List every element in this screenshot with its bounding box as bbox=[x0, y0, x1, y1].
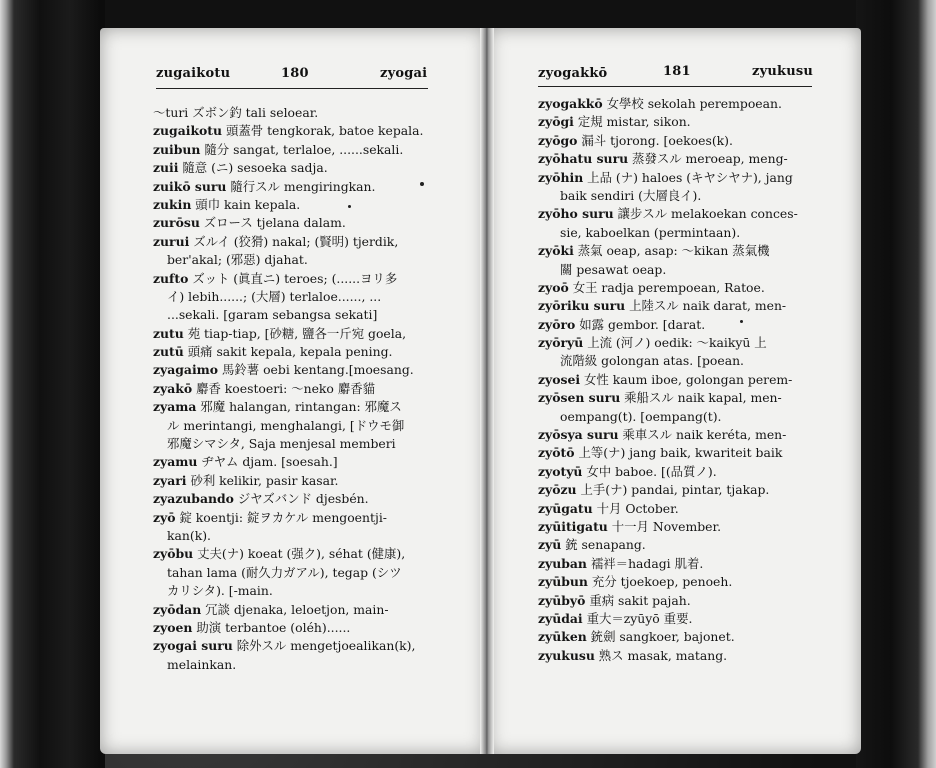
dictionary-entry bbox=[153, 122, 423, 140]
entry-headword: zyōzu bbox=[538, 482, 577, 498]
entry-definition: 女中 baboe. [(品質ノ). bbox=[582, 463, 717, 479]
dictionary-entry bbox=[538, 481, 798, 499]
entry-definition: 上手(ナ) pandai, pintar, tjakap. bbox=[576, 482, 770, 498]
entry-headword: zyoō bbox=[538, 279, 569, 295]
entry-definition: 乘車スル naik keréta, men- bbox=[618, 427, 787, 443]
entry-headword: zyō bbox=[153, 509, 176, 525]
entry-definition: 銃 senapang. bbox=[561, 537, 646, 553]
dictionary-entry bbox=[538, 426, 798, 444]
entry-headword: zyōgi bbox=[538, 114, 574, 130]
dictionary-entry bbox=[153, 453, 423, 471]
entry-definition: 重大＝zyūyō 重要. bbox=[582, 610, 693, 626]
entry-definition: 女王 radja perempoean, Ratoe. bbox=[568, 279, 765, 295]
book-edge-right bbox=[856, 0, 936, 768]
entry-definition: oempang(t). [oempang(t). bbox=[560, 408, 722, 424]
dictionary-entry bbox=[153, 141, 423, 159]
entry-definition: 十一月 November. bbox=[607, 518, 722, 534]
entry-definition: ズット (眞直ニ) teroes; (......ヨリ多 bbox=[188, 270, 398, 286]
dictionary-entry bbox=[153, 656, 423, 674]
entry-definition: 邪魔 halangan, rintangan: 邪魔ス bbox=[196, 399, 402, 415]
entry-headword: zyukusu bbox=[538, 647, 595, 663]
dictionary-entry bbox=[153, 214, 423, 232]
entry-definition: 關 pesawat oeap. bbox=[560, 261, 667, 277]
dictionary-entry bbox=[153, 104, 423, 122]
dictionary-entry bbox=[153, 343, 423, 361]
entry-headword: zyōryū bbox=[538, 335, 584, 351]
dictionary-entry bbox=[538, 261, 798, 279]
dictionary-entry bbox=[538, 536, 798, 554]
entry-definition: tahan lama (耐久力ガアル), tegap (シツ bbox=[167, 564, 402, 580]
right-header-rule bbox=[538, 86, 812, 87]
entry-definition: ジヤズバンド djesbén. bbox=[233, 491, 369, 507]
entry-definition: 隨分 sangat, terlaloe, ......sekali. bbox=[200, 141, 404, 157]
entry-headword: zyogakkō bbox=[538, 96, 603, 111]
entry-definition: 馬鈴薯 oebi kentang.[moesang. bbox=[218, 362, 414, 378]
entry-headword: zyōhatu suru bbox=[538, 151, 629, 167]
dictionary-entry bbox=[538, 169, 798, 187]
right-header-last-word: zyukusu bbox=[752, 64, 814, 79]
dictionary-entry bbox=[538, 95, 798, 113]
entry-definition: ～turi ズボン釣 tali seloear. bbox=[153, 105, 319, 120]
dictionary-entry bbox=[538, 334, 798, 352]
left-header-last-word: zyogai bbox=[380, 66, 428, 81]
dictionary-entry bbox=[153, 178, 423, 196]
left-page-number: 180 bbox=[281, 66, 309, 81]
entry-headword: zyūken bbox=[538, 629, 587, 645]
entry-definition: 充分 tjoekoep, penoeh. bbox=[587, 574, 733, 590]
dictionary-entry bbox=[153, 270, 423, 288]
entry-headword: zyōho suru bbox=[538, 206, 614, 222]
entry-definition: 隨意 (ニ) sesoeka sadja. bbox=[178, 160, 328, 176]
entry-definition: baik sendiri (大層良イ). bbox=[560, 187, 702, 203]
entry-definition: 襦袢＝hadagi 肌着. bbox=[586, 555, 704, 571]
entry-definition: ...sekali. [garam sebangsa sekati] bbox=[167, 307, 378, 323]
dictionary-entry bbox=[153, 233, 423, 251]
entry-definition: 上品 (ナ) haloes (キヤシヤナ), jang bbox=[583, 169, 793, 185]
entry-definition: 頭蓋骨 tengkorak, batoe kepala. bbox=[222, 123, 424, 139]
entry-headword: zyōdan bbox=[153, 601, 202, 617]
entry-headword: zuikō suru bbox=[153, 178, 227, 194]
entry-headword: zyūitigatu bbox=[538, 518, 608, 534]
entry-headword: zurōsu bbox=[153, 215, 200, 231]
entry-definition: 頭巾 kain kepala. bbox=[191, 196, 301, 212]
dictionary-entry bbox=[538, 187, 798, 205]
dictionary-entry bbox=[538, 352, 798, 370]
dictionary-entry bbox=[538, 408, 798, 426]
dictionary-entry bbox=[153, 251, 423, 269]
dictionary-entry bbox=[153, 325, 423, 343]
entry-headword: zyōbu bbox=[153, 546, 194, 562]
entry-headword: zyōtō bbox=[538, 445, 575, 461]
entry-definition: 助演 terbantoe (oléh)...... bbox=[192, 619, 351, 635]
dictionary-entry bbox=[153, 509, 423, 527]
print-speck bbox=[348, 205, 351, 208]
dictionary-entry bbox=[538, 444, 798, 462]
entry-definition: kan(k). bbox=[167, 527, 211, 543]
entry-headword: zyūbun bbox=[538, 574, 588, 590]
dictionary-entry bbox=[153, 361, 423, 379]
entry-headword: zufto bbox=[153, 270, 189, 286]
entry-definition: 上流 (河ノ) oedik: ～kaikyū 上 bbox=[583, 335, 767, 351]
entry-definition: 錠 koentji: 錠ヲカケル mengoentji- bbox=[175, 509, 387, 525]
dictionary-entry bbox=[153, 417, 423, 435]
entry-definition: 蒸氣 oeap, asap: ～kikan 蒸氣機 bbox=[573, 243, 770, 259]
dictionary-entry bbox=[538, 389, 798, 407]
entry-headword: zuii bbox=[153, 160, 179, 176]
entry-definition: ヂヤム djam. [soesah.] bbox=[197, 454, 338, 470]
entry-definition: 定規 mistar, sikon. bbox=[573, 114, 691, 130]
entry-headword: zyūgatu bbox=[538, 500, 593, 516]
entry-definition: ber'akal; (邪惡) djahat. bbox=[167, 252, 308, 268]
dictionary-entry bbox=[538, 316, 798, 334]
entry-definition: 如露 gembor. [darat. bbox=[575, 316, 706, 332]
entry-definition: ズルイ (狡猾) nakal; (賢明) tjerdik, bbox=[189, 233, 399, 249]
dictionary-entry bbox=[153, 527, 423, 545]
right-header-first-word: zyogakkō bbox=[538, 66, 608, 81]
dictionary-entry bbox=[153, 619, 423, 637]
entry-headword: zukin bbox=[153, 196, 192, 212]
entry-headword: zurui bbox=[153, 233, 190, 249]
entry-definition: カリシタ). [-main. bbox=[167, 583, 273, 599]
left-header-rule bbox=[156, 88, 428, 89]
entry-definition: 銃劍 sangkoer, bajonet. bbox=[586, 629, 735, 645]
right-page-number: 181 bbox=[663, 64, 691, 79]
dictionary-entry bbox=[153, 490, 423, 508]
entry-headword: zyōgo bbox=[538, 132, 578, 148]
entry-headword: zyari bbox=[153, 472, 187, 488]
dictionary-entry bbox=[538, 463, 798, 481]
dictionary-entry bbox=[538, 610, 798, 628]
entry-definition: 丈夫(ナ) koeat (强ク), séhat (健康), bbox=[193, 546, 406, 562]
dictionary-entry bbox=[538, 297, 798, 315]
dictionary-entry bbox=[153, 435, 423, 453]
entry-headword: zutu bbox=[153, 325, 184, 341]
dictionary-entry bbox=[153, 545, 423, 563]
entry-definition: 女性 kaum iboe, golongan perem- bbox=[580, 371, 793, 387]
entry-headword: zyamu bbox=[153, 454, 198, 470]
entry-definition: 邪魔シマシタ, Saja menjesal memberi bbox=[167, 436, 396, 452]
dictionary-entry bbox=[153, 637, 423, 655]
dictionary-entry bbox=[153, 601, 423, 619]
dictionary-entry bbox=[538, 150, 798, 168]
entry-definition: 女學校 sekolah perempoean. bbox=[602, 96, 782, 111]
left-dictionary-entries bbox=[153, 104, 423, 674]
print-speck bbox=[420, 182, 424, 186]
dictionary-entry bbox=[538, 628, 798, 646]
dictionary-entry bbox=[153, 380, 423, 398]
entry-headword: zyogai suru bbox=[153, 638, 233, 654]
entry-headword: zyotyū bbox=[538, 463, 583, 479]
dictionary-entry bbox=[538, 592, 798, 610]
dictionary-entry bbox=[538, 500, 798, 518]
entry-headword: zyazubando bbox=[153, 491, 234, 507]
dictionary-entry bbox=[538, 573, 798, 591]
entry-definition: 苑 tiap-tiap, [砂糖, 鹽各一斤宛 goela, bbox=[183, 325, 407, 341]
entry-headword: zyosei bbox=[538, 371, 581, 387]
entry-definition: 乘船スル naik kapal, men- bbox=[620, 390, 782, 406]
dictionary-entry bbox=[538, 242, 798, 260]
entry-definition: 除外スル mengetjoealikan(k), bbox=[232, 638, 416, 654]
dictionary-entry bbox=[153, 582, 423, 600]
dictionary-entry bbox=[538, 205, 798, 223]
entry-headword: zyōriku suru bbox=[538, 298, 626, 314]
book-gutter bbox=[480, 28, 494, 754]
dictionary-entry bbox=[538, 224, 798, 242]
entry-headword: zutū bbox=[153, 344, 184, 360]
dictionary-entry bbox=[153, 564, 423, 582]
entry-headword: zyūbyō bbox=[538, 592, 586, 608]
entry-definition: イ) lebih......; (大層) terlaloe......, ... bbox=[167, 288, 382, 304]
dictionary-entry bbox=[538, 518, 798, 536]
dictionary-entry bbox=[538, 279, 798, 297]
entry-definition: melainkan. bbox=[167, 656, 237, 672]
entry-definition: 頭痛 sakit kepala, kepala pening. bbox=[183, 344, 393, 360]
entry-definition: 蒸發スル meroeap, meng- bbox=[628, 151, 788, 167]
entry-headword: zyuban bbox=[538, 555, 587, 571]
entry-definition: 流階級 golongan atas. [poean. bbox=[560, 353, 744, 369]
entry-headword: zyōro bbox=[538, 316, 576, 332]
entry-definition: 麝香 koestoeri: ～neko 麝香貓 bbox=[192, 380, 375, 396]
entry-headword: zyakō bbox=[153, 380, 193, 396]
book-edge-left bbox=[0, 0, 105, 768]
entry-definition: 漏斗 tjorong. [oekoes(k). bbox=[577, 132, 733, 148]
entry-headword: zyōsen suru bbox=[538, 390, 621, 406]
entry-headword: zyōhin bbox=[538, 169, 584, 185]
entry-headword: zuibun bbox=[153, 141, 201, 157]
entry-definition: 隨行スル mengiringkan. bbox=[226, 178, 376, 194]
entry-headword: zyoen bbox=[153, 619, 193, 635]
entry-definition: 砂利 kelikir, pasir kasar. bbox=[186, 472, 339, 488]
entry-headword: zyama bbox=[153, 399, 197, 415]
entry-definition: ズロース tjelana dalam. bbox=[199, 215, 346, 231]
dictionary-entry bbox=[153, 159, 423, 177]
entry-headword: zyōsya suru bbox=[538, 427, 619, 443]
dictionary-entry bbox=[153, 472, 423, 490]
entry-definition: 上陸スル naik darat, men- bbox=[625, 298, 787, 314]
dictionary-entry bbox=[538, 132, 798, 150]
dictionary-entry bbox=[538, 647, 798, 665]
dictionary-entry bbox=[153, 398, 423, 416]
dictionary-entry bbox=[538, 113, 798, 131]
right-dictionary-entries bbox=[538, 95, 798, 665]
dictionary-entry bbox=[153, 196, 423, 214]
entry-headword: zugaikotu bbox=[153, 123, 223, 139]
entry-definition: sie, kaboelkan (permintaan). bbox=[560, 224, 741, 240]
entry-headword: zyū bbox=[538, 537, 562, 553]
entry-definition: 十月 October. bbox=[592, 500, 679, 516]
left-header-first-word: zugaikotu bbox=[156, 66, 231, 81]
entry-definition: 上等(ナ) jang baik, kwariteit baik bbox=[574, 445, 783, 461]
entry-definition: ル merintangi, menghalangi, [ドウモ御 bbox=[167, 417, 405, 433]
dictionary-entry bbox=[153, 306, 423, 324]
dictionary-entry bbox=[538, 555, 798, 573]
entry-definition: 熟ス masak, matang. bbox=[594, 647, 728, 663]
print-speck bbox=[740, 320, 743, 323]
dictionary-entry bbox=[538, 371, 798, 389]
entry-definition: 冗談 djenaka, leloetjon, main- bbox=[201, 601, 389, 617]
entry-headword: zyagaimo bbox=[153, 362, 219, 378]
entry-definition: 重病 sakit pajah. bbox=[585, 592, 691, 608]
entry-definition: 讓步スル melakoekan conces- bbox=[613, 206, 798, 222]
entry-headword: zyōki bbox=[538, 243, 574, 259]
entry-headword: zyūdai bbox=[538, 610, 583, 626]
dictionary-entry bbox=[153, 288, 423, 306]
